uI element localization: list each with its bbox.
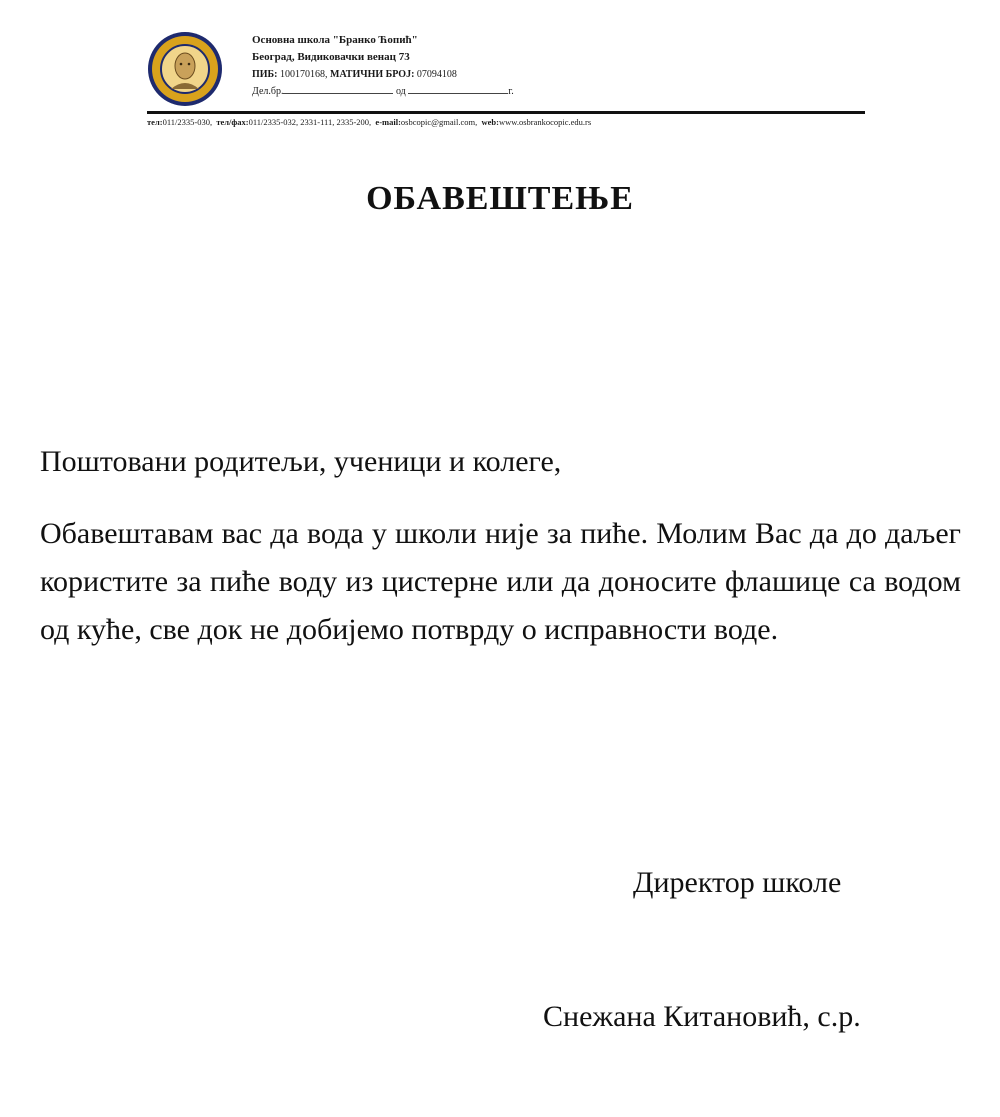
mb-label: МАТИЧНИ БРОЈ: bbox=[330, 69, 415, 80]
school-seal-logo bbox=[147, 31, 223, 107]
letterhead bbox=[147, 30, 867, 128]
school-name: Основна школа "Бранко Ћопић" bbox=[252, 34, 418, 46]
web-label: web: bbox=[481, 117, 499, 127]
letterhead-rule bbox=[147, 111, 865, 114]
reference-label: Дел.бр. bbox=[252, 86, 284, 97]
school-ids bbox=[252, 66, 514, 83]
signature-name: Снежана Китановић, с.р. bbox=[543, 1000, 861, 1033]
web-value: www.osbrankocopic.edu.rs bbox=[498, 117, 592, 127]
reference-blank bbox=[283, 84, 393, 94]
signature-title: Директор школе bbox=[633, 866, 842, 899]
school-address: Београд, Видиковачки венац 73 bbox=[252, 51, 410, 63]
tel-label: тел: bbox=[147, 117, 163, 127]
greeting: Поштовани родитељи, ученици и колеге, bbox=[40, 445, 562, 478]
date-label: од bbox=[395, 86, 406, 97]
mb-value: 07094108 bbox=[416, 69, 457, 80]
date-blank bbox=[408, 84, 508, 94]
email-value: osbcopic@gmail.com, bbox=[400, 117, 478, 127]
reference-line bbox=[252, 83, 514, 100]
tel-value: 011/2335-030, bbox=[162, 117, 213, 127]
document-title: ОБАВЕШТЕЊЕ bbox=[366, 180, 634, 217]
pib-value: 100170168, bbox=[280, 69, 328, 80]
telfax-value: 011/2335-032, 2331-111, 2335-200, bbox=[248, 117, 372, 127]
email-label: e-mail: bbox=[375, 117, 401, 127]
telfax-label: тел/фах: bbox=[216, 117, 249, 127]
pib-label: ПИБ: bbox=[252, 69, 278, 80]
date-suffix: г. bbox=[508, 86, 514, 97]
school-info bbox=[252, 32, 514, 100]
contact-line bbox=[147, 117, 867, 127]
notice-body: Обавештавам вас да вода у школи није за пиће. Молим Вас да до даљег користите за пиће воду из цистерне или да доносите флашице са водом од куће, све док не добијемо потврду о исправности воде. bbox=[40, 517, 961, 646]
